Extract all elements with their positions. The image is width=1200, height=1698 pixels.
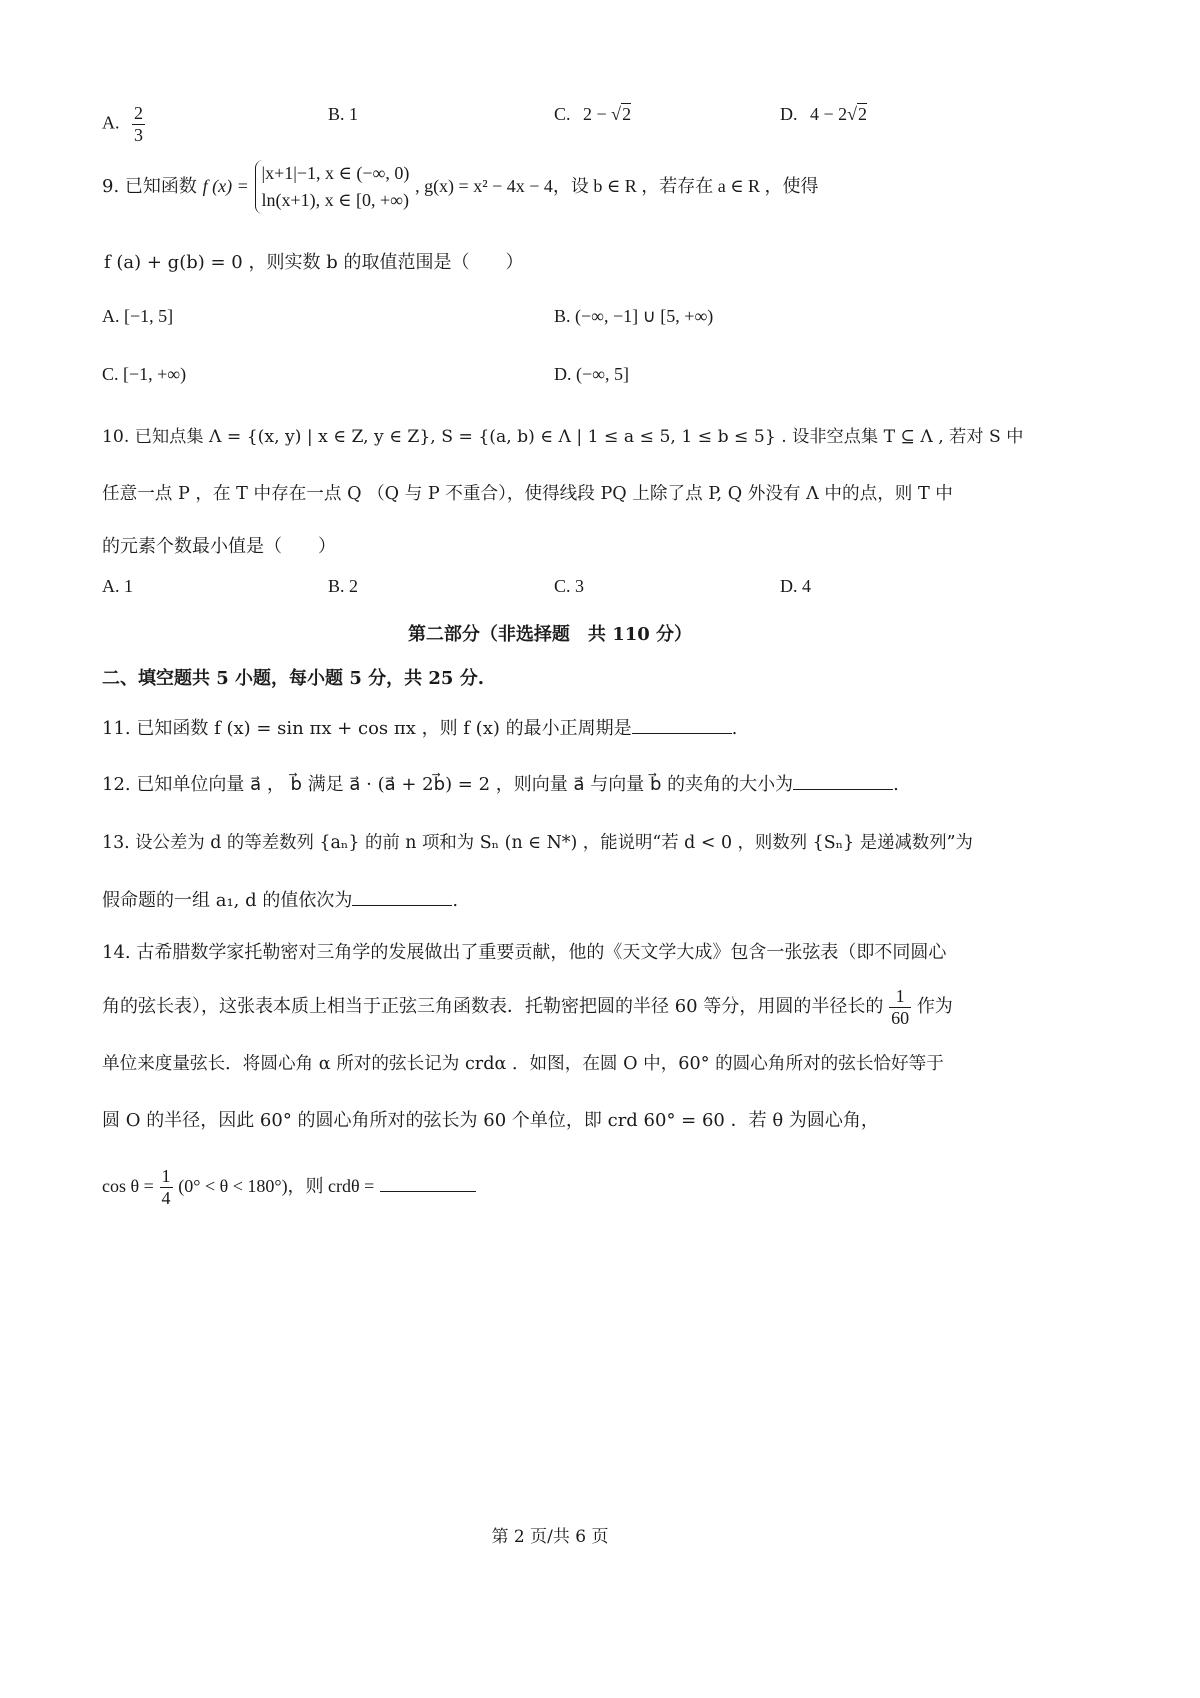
question-number: 9. — [102, 176, 120, 197]
q9-stem-line1 — [102, 160, 819, 214]
sqrt-radicand: 2 — [858, 104, 868, 124]
fraction-numerator: 1 — [895, 986, 905, 1006]
q14-fraction-1-4 — [160, 1166, 173, 1208]
q9-stem-text: 已知函数 — [124, 176, 197, 197]
q9-case-1: |x+1|−1, x ∈ (−∞, 0) — [261, 163, 410, 183]
q13-line1: 13. 设公差为 d 的等差数列 {aₙ} 的前 n 项和为 Sₙ (n ∈ N*) ，能说明“若 d < 0 ，则数列 {Sₙ} 是递减数列”为 — [102, 833, 973, 853]
fraction-denominator: 3 — [134, 124, 143, 145]
fraction-denominator: 4 — [161, 1187, 171, 1208]
q8-option-b: B. 1 — [328, 104, 359, 124]
q14-line5 — [102, 1166, 476, 1208]
fraction-numerator: 1 — [161, 1166, 171, 1186]
q9-function-g: , g(x) = x² − 4x − 4，设 b ∈ R ，若存在 a ∈ R ，使得 — [415, 176, 819, 196]
q14-line2 — [102, 986, 953, 1028]
q9-stem-line2: f (a) + g(b) = 0 ，则实数 b 的取值范围是（ ） — [104, 252, 524, 273]
q8-option-a — [102, 103, 145, 145]
q12-answer-blank[interactable] — [793, 771, 893, 790]
q11-text: 11. 已知函数 f (x) = sin πx + cos πx ，则 f (x) 的最小正周期是 — [102, 718, 632, 739]
q10-option-d: D. 4 — [780, 576, 811, 596]
q12-line — [102, 770, 899, 796]
q9-option-d: D. (−∞, 5] — [554, 364, 629, 384]
part2-title: 第二部分（非选择题 共 110 分） — [407, 624, 693, 645]
q9-option-a: A. [−1, 5] — [102, 306, 174, 326]
q10-option-b: B. 2 — [328, 576, 359, 596]
q8-option-d — [780, 104, 867, 125]
q14-line1: 14. 古希腊数学家托勒密对三角学的发展做出了重要贡献，他的《天文学大成》包含一张弦表（即不同圆心 — [102, 942, 947, 963]
sqrt-radicand: 2 — [622, 104, 632, 124]
q13-text: 假命题的一组 a₁, d 的值依次为 — [102, 890, 353, 911]
sqrt-symbol: √2 — [611, 104, 632, 124]
q8-option-d-label: D. — [780, 104, 798, 124]
q8-option-c-label: C. — [554, 104, 571, 124]
q8-option-a-label: A. — [102, 112, 120, 133]
q14-answer-blank[interactable] — [380, 1173, 476, 1192]
q10-stem-line3: 的元素个数最小值是（ ） — [102, 536, 336, 557]
sqrt-symbol: √2 — [847, 104, 868, 124]
q12-text: 12. 已知单位向量 a⃗ ， b⃗ 满足 a⃗ · (a⃗ + 2b⃗) = 2 ，则向量 a⃗ 与向量 b⃗ 的夹角的大小为 — [102, 774, 794, 795]
q14-condition: (0° < θ < 180°)，则 crdθ = — [178, 1176, 375, 1197]
q14-line3: 单位来度量弦长．将圆心角 α 所对的弦长记为 crdα ．如图，在圆 O 中，60° 的圆心角所对的弦长恰好等于 — [102, 1054, 944, 1074]
q10-option-c: C. 3 — [554, 576, 585, 596]
q14-line4: 圆 O 的半径，因此 60° 的圆心角所对的弦长为 60 个单位，即 crd 60° = 60 ．若 θ 为圆心角， — [102, 1110, 879, 1131]
q9-option-c: C. [−1, +∞) — [102, 364, 187, 384]
q10-stem-line2: 任意一点 P ，在 T 中存在一点 Q （Q 与 P 不重合），使得线段 PQ 上除了点 P, Q 外没有 Λ 中的点，则 T 中 — [102, 484, 953, 504]
q14-fraction-1-60 — [889, 986, 911, 1028]
q11-answer-blank[interactable] — [632, 715, 732, 734]
q8-option-d-expr: 4 − 2 — [810, 104, 848, 124]
q11-line — [102, 714, 737, 740]
q8-option-a-fraction — [132, 103, 145, 145]
q9-cases — [255, 160, 410, 214]
q10-option-a: A. 1 — [102, 576, 133, 596]
q9-case-2: ln(x+1), x ∈ [0, +∞) — [261, 190, 409, 210]
page-footer: 第 2 页/共 6 页 — [491, 1527, 609, 1547]
q8-option-c — [554, 104, 631, 125]
q14-line2-text: 角的弦长表），这张表本质上相当于正弦三角函数表．托勒密把圆的半径 60 等分，用圆的半径长的 — [102, 996, 884, 1018]
q12-end: . — [893, 774, 899, 795]
section2-title: 二、填空题共 5 小题，每小题 5 分，共 25 分. — [102, 668, 484, 689]
q9-piecewise — [255, 160, 410, 214]
q14-line2-tail: 作为 — [916, 996, 953, 1018]
fraction-numerator: 2 — [134, 103, 143, 123]
q9-function-f: f (x) = — [202, 176, 249, 196]
q11-end: . — [731, 718, 738, 739]
q13-end: . — [452, 890, 459, 911]
q9-option-b: B. (−∞, −1] ∪ [5, +∞) — [554, 306, 714, 326]
q10-stem-line1: 10. 已知点集 Λ = {(x, y) | x ∈ Z, y ∈ Z}, S = {(a, b) ∈ Λ | 1 ≤ a ≤ 5, 1 ≤ b ≤ 5} . 设非空点集 T ⊆ Λ , 若对 S 中 — [102, 427, 1024, 447]
fraction-denominator: 60 — [891, 1007, 910, 1028]
q14-cos-expr: cos θ = — [102, 1176, 154, 1197]
q13-line2 — [102, 886, 458, 912]
q8-option-c-expr: 2 − — [583, 104, 612, 124]
q13-answer-blank[interactable] — [352, 887, 452, 906]
